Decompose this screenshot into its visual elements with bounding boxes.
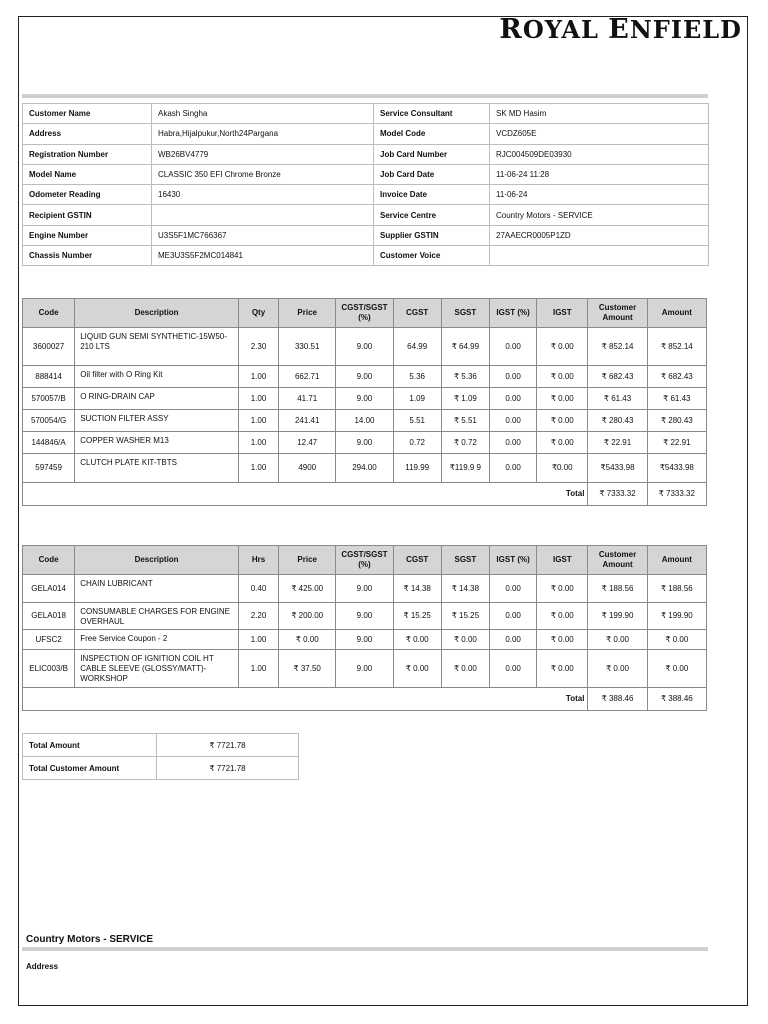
- total-customer-amount-value: ₹ 7721.78: [157, 757, 299, 780]
- col-code: Code: [23, 299, 75, 328]
- cell-amount: ₹ 0.00: [647, 650, 706, 688]
- info-label: Job Card Number: [374, 144, 490, 164]
- table-row: [23, 650, 707, 688]
- cell-code: GELA018: [23, 603, 75, 630]
- table-row: [23, 454, 707, 483]
- parts-table: [22, 298, 707, 506]
- cell-igst: ₹ 0.00: [537, 432, 588, 454]
- cell-cgst-pct: 14.00: [336, 410, 393, 432]
- cell-amount: ₹ 0.00: [647, 630, 706, 650]
- cell-cust-amt: ₹ 682.43: [588, 366, 647, 388]
- cell-cgst-pct: 9.00: [336, 432, 393, 454]
- cell-igst: ₹ 0.00: [537, 575, 588, 603]
- cell-qty: 1.00: [238, 388, 278, 410]
- cell-igst-pct: 0.00: [490, 432, 537, 454]
- col-cgst: CGST: [393, 546, 441, 575]
- cell-code: 3600027: [23, 328, 75, 366]
- parts-total-label: Total: [537, 483, 588, 506]
- info-label: Customer Name: [23, 104, 152, 124]
- cell-cust-amt: ₹5433.98: [588, 454, 647, 483]
- cell-code: GELA014: [23, 575, 75, 603]
- footer-divider: [22, 947, 708, 951]
- cell-hrs: 2.20: [238, 603, 278, 630]
- info-label: Address: [23, 124, 152, 144]
- cell-cgst-pct: 9.00: [336, 575, 393, 603]
- info-value: Country Motors - SERVICE: [490, 205, 709, 225]
- cell-cgst-pct: 9.00: [336, 630, 393, 650]
- col-igst-pct: IGST (%): [490, 299, 537, 328]
- cell-sgst: ₹ 15.25: [441, 603, 489, 630]
- cell-price: 241.41: [279, 410, 336, 432]
- cell-igst-pct: 0.00: [490, 328, 537, 366]
- cell-cgst: 5.51: [393, 410, 441, 432]
- cell-desc: INSPECTION OF IGNITION COIL HT CABLE SLEEVE (GLOSSY/MATT)-WORKSHOP: [75, 650, 239, 688]
- cell-cust-amt: ₹ 280.43: [588, 410, 647, 432]
- info-value: ME3U3S5F2MC014841: [152, 246, 374, 266]
- total-amount-value: ₹ 7721.78: [157, 734, 299, 757]
- cell-price: ₹ 200.00: [279, 603, 336, 630]
- cell-desc: CONSUMABLE CHARGES FOR ENGINE OVERHAUL: [75, 603, 239, 630]
- table-row: [23, 603, 707, 630]
- cell-price: 662.71: [279, 366, 336, 388]
- cell-sgst: ₹ 0.00: [441, 630, 489, 650]
- info-row: [23, 205, 709, 225]
- cell-sgst: ₹ 1.09: [441, 388, 489, 410]
- cell-igst: ₹ 0.00: [537, 328, 588, 366]
- cell-cgst: ₹ 14.38: [393, 575, 441, 603]
- cell-price: ₹ 0.00: [279, 630, 336, 650]
- cell-qty: 1.00: [238, 432, 278, 454]
- cell-cgst-pct: 9.00: [336, 603, 393, 630]
- info-label: Registration Number: [23, 144, 152, 164]
- cell-code: 597459: [23, 454, 75, 483]
- table-row: [23, 410, 707, 432]
- cell-igst-pct: 0.00: [490, 630, 537, 650]
- cell-igst: ₹ 0.00: [537, 410, 588, 432]
- info-value: Habra,Hijalpukur,North24Pargana: [152, 124, 374, 144]
- info-row: [23, 225, 709, 245]
- cell-igst-pct: 0.00: [490, 366, 537, 388]
- summary-total-amount-row: [23, 734, 299, 757]
- cell-igst-pct: 0.00: [490, 603, 537, 630]
- table-row: [23, 432, 707, 454]
- cell-amount: ₹ 682.43: [647, 366, 706, 388]
- labour-total-row: [23, 688, 707, 711]
- col-cgst: CGST: [393, 299, 441, 328]
- info-value: WB26BV4779: [152, 144, 374, 164]
- cell-qty: 1.00: [238, 454, 278, 483]
- footer-dealer-name: Country Motors - SERVICE: [26, 934, 154, 945]
- labour-total-amount: ₹ 388.46: [647, 688, 706, 711]
- table-row: [23, 630, 707, 650]
- cell-cgst-pct: 9.00: [336, 650, 393, 688]
- info-value: SK MD Hasim: [490, 104, 709, 124]
- cell-code: 570054/G: [23, 410, 75, 432]
- cell-desc: O RING-DRAIN CAP: [75, 388, 239, 410]
- cell-amount: ₹ 199.90: [647, 603, 706, 630]
- col-sgst: SGST: [441, 299, 489, 328]
- info-label: Invoice Date: [374, 185, 490, 205]
- info-value: [490, 246, 709, 266]
- labour-total-label: Total: [537, 688, 588, 711]
- col-cgst-sgst-pct: CGST/SGST (%): [336, 546, 393, 575]
- info-label: Supplier GSTIN: [374, 225, 490, 245]
- parts-header-row: [23, 299, 707, 328]
- cell-desc: LIQUID GUN SEMI SYNTHETIC-15W50-210 LTS: [75, 328, 239, 366]
- cell-sgst: ₹ 5.36: [441, 366, 489, 388]
- info-label: Chassis Number: [23, 246, 152, 266]
- cell-cgst-pct: 9.00: [336, 328, 393, 366]
- cell-igst: ₹ 0.00: [537, 630, 588, 650]
- cell-igst-pct: 0.00: [490, 454, 537, 483]
- cell-price: 4900: [279, 454, 336, 483]
- cell-igst: ₹ 0.00: [537, 366, 588, 388]
- col-customer-amount: Customer Amount: [588, 299, 647, 328]
- cell-desc: COPPER WASHER M13: [75, 432, 239, 454]
- cell-code: ELIC003/B: [23, 650, 75, 688]
- cell-qty: 1.00: [238, 410, 278, 432]
- cell-cust-amt: ₹ 61.43: [588, 388, 647, 410]
- info-row: [23, 185, 709, 205]
- cell-sgst: ₹ 14.38: [441, 575, 489, 603]
- cell-amount: ₹ 61.43: [647, 388, 706, 410]
- total-amount-label: Total Amount: [23, 734, 157, 757]
- cell-cust-amt: ₹ 22.91: [588, 432, 647, 454]
- cell-code: 570057/B: [23, 388, 75, 410]
- cell-price: ₹ 425.00: [279, 575, 336, 603]
- cell-amount: ₹ 22.91: [647, 432, 706, 454]
- cell-igst: ₹ 0.00: [537, 603, 588, 630]
- cell-igst-pct: 0.00: [490, 410, 537, 432]
- info-value: 16430: [152, 185, 374, 205]
- info-label: Service Centre: [374, 205, 490, 225]
- cell-cgst-pct: 294.00: [336, 454, 393, 483]
- cell-code: UFSC2: [23, 630, 75, 650]
- col-hrs: Hrs: [238, 546, 278, 575]
- info-label: Model Code: [374, 124, 490, 144]
- cell-hrs: 0.40: [238, 575, 278, 603]
- cell-cgst: 119.99: [393, 454, 441, 483]
- cell-code: 144846/A: [23, 432, 75, 454]
- col-amount: Amount: [647, 299, 706, 328]
- cell-sgst: ₹ 64.99: [441, 328, 489, 366]
- col-customer-amount: Customer Amount: [588, 546, 647, 575]
- info-label: Customer Voice: [374, 246, 490, 266]
- col-price: Price: [279, 546, 336, 575]
- cell-price: 12.47: [279, 432, 336, 454]
- col-description: Description: [75, 546, 239, 575]
- labour-total-customer-amount: ₹ 388.46: [588, 688, 647, 711]
- cell-amount: ₹5433.98: [647, 454, 706, 483]
- cell-igst-pct: 0.00: [490, 388, 537, 410]
- info-value: RJC004509DE03930: [490, 144, 709, 164]
- cell-desc: Free Service Coupon - 2: [75, 630, 239, 650]
- cell-hrs: 1.00: [238, 650, 278, 688]
- cell-cgst: ₹ 0.00: [393, 630, 441, 650]
- cell-cgst: 1.09: [393, 388, 441, 410]
- info-value: CLASSIC 350 EFI Chrome Bronze: [152, 164, 374, 184]
- col-qty: Qty: [238, 299, 278, 328]
- cell-cgst: 5.36: [393, 366, 441, 388]
- info-row: [23, 164, 709, 184]
- col-igst: IGST: [537, 546, 588, 575]
- header-divider: [22, 94, 708, 98]
- cell-amount: ₹ 852.14: [647, 328, 706, 366]
- col-cgst-sgst-pct: CGST/SGST (%): [336, 299, 393, 328]
- cell-desc: SUCTION FILTER ASSY: [75, 410, 239, 432]
- parts-total-customer-amount: ₹ 7333.32: [588, 483, 647, 506]
- info-label: Job Card Date: [374, 164, 490, 184]
- cell-igst: ₹0.00: [537, 454, 588, 483]
- labour-header-row: [23, 546, 707, 575]
- col-amount: Amount: [647, 546, 706, 575]
- royal-enfield-logo: ROYAL ENFIELD: [499, 14, 742, 45]
- footer-address-label: Address: [26, 962, 59, 971]
- cell-cgst: 64.99: [393, 328, 441, 366]
- cell-hrs: 1.00: [238, 630, 278, 650]
- cell-sgst: ₹119.9 9: [441, 454, 489, 483]
- info-value: U3S5F1MC766367: [152, 225, 374, 245]
- cell-price: ₹ 37.50: [279, 650, 336, 688]
- cell-sgst: ₹ 0.72: [441, 432, 489, 454]
- cell-cust-amt: ₹ 199.90: [588, 603, 647, 630]
- cell-cgst-pct: 9.00: [336, 388, 393, 410]
- cell-cust-amt: ₹ 0.00: [588, 650, 647, 688]
- cell-sgst: ₹ 0.00: [441, 650, 489, 688]
- info-row: [23, 144, 709, 164]
- col-price: Price: [279, 299, 336, 328]
- info-row: [23, 246, 709, 266]
- customer-info-table: [22, 103, 709, 266]
- cell-qty: 2.30: [238, 328, 278, 366]
- info-value: [152, 205, 374, 225]
- info-value: Akash Singha: [152, 104, 374, 124]
- col-code: Code: [23, 546, 75, 575]
- cell-cgst: ₹ 0.00: [393, 650, 441, 688]
- table-row: [23, 328, 707, 366]
- cell-amount: ₹ 280.43: [647, 410, 706, 432]
- summary-total-customer-row: [23, 757, 299, 780]
- table-row: [23, 575, 707, 603]
- labour-table: [22, 545, 707, 711]
- info-value: 11-06-24 11:28: [490, 164, 709, 184]
- info-label: Recipient GSTIN: [23, 205, 152, 225]
- info-label: Service Consultant: [374, 104, 490, 124]
- cell-cgst: 0.72: [393, 432, 441, 454]
- cell-cgst-pct: 9.00: [336, 366, 393, 388]
- summary-table: [22, 733, 299, 780]
- cell-price: 41.71: [279, 388, 336, 410]
- cell-desc: CLUTCH PLATE KIT-TBTS: [75, 454, 239, 483]
- info-value: VCDZ605E: [490, 124, 709, 144]
- info-row: [23, 124, 709, 144]
- table-row: [23, 388, 707, 410]
- info-value: 11-06-24: [490, 185, 709, 205]
- cell-cust-amt: ₹ 852.14: [588, 328, 647, 366]
- cell-desc: CHAIN LUBRICANT: [75, 575, 239, 603]
- cell-qty: 1.00: [238, 366, 278, 388]
- cell-amount: ₹ 188.56: [647, 575, 706, 603]
- info-value: 27AAECR0005P1ZD: [490, 225, 709, 245]
- cell-cust-amt: ₹ 0.00: [588, 630, 647, 650]
- cell-price: 330.51: [279, 328, 336, 366]
- parts-total-amount: ₹ 7333.32: [647, 483, 706, 506]
- info-label: Model Name: [23, 164, 152, 184]
- cell-desc: Oil filter with O Ring Kit: [75, 366, 239, 388]
- col-igst-pct: IGST (%): [490, 546, 537, 575]
- col-sgst: SGST: [441, 546, 489, 575]
- parts-total-row: [23, 483, 707, 506]
- cell-cust-amt: ₹ 188.56: [588, 575, 647, 603]
- col-description: Description: [75, 299, 239, 328]
- info-label: Odometer Reading: [23, 185, 152, 205]
- cell-igst-pct: 0.00: [490, 650, 537, 688]
- cell-code: 888414: [23, 366, 75, 388]
- info-row: [23, 104, 709, 124]
- cell-sgst: ₹ 5.51: [441, 410, 489, 432]
- info-label: Engine Number: [23, 225, 152, 245]
- cell-igst-pct: 0.00: [490, 575, 537, 603]
- cell-cgst: ₹ 15.25: [393, 603, 441, 630]
- col-igst: IGST: [537, 299, 588, 328]
- cell-igst: ₹ 0.00: [537, 388, 588, 410]
- table-row: [23, 366, 707, 388]
- cell-igst: ₹ 0.00: [537, 650, 588, 688]
- total-customer-amount-label: Total Customer Amount: [23, 757, 157, 780]
